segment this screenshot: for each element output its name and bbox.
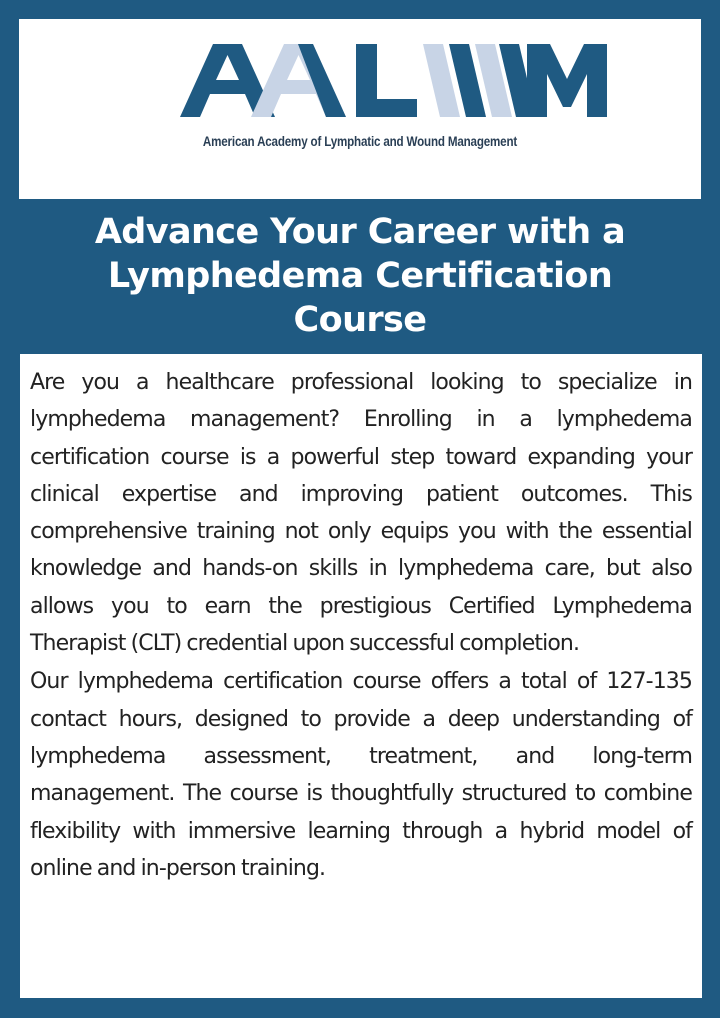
- page-title: Advance Your Career with a Lymphedema Certification Course: [94, 212, 626, 340]
- body-panel: [20, 354, 702, 998]
- body-paragraph-1: Are you a healthcare professional looking to specialize in lymphedema management? Enrolling in a lymphedema certification course is a powerful step toward expanding your clinical expertise and improving patient outcomes. This comprehensive training not only equips you with the essential knowledge and hands-on skills in lymphedema care, but also allows you to earn the prestigious Certified Lymphedema Therapist (CLT) credential upon successful completion.: [30, 370, 692, 657]
- logo-panel: [19, 19, 701, 199]
- aalwm-logo: [19, 19, 701, 129]
- logo-letter-m: [527, 44, 607, 117]
- logo-letter-l: [356, 44, 417, 117]
- body-paragraph-2: Our lymphedema certification course offers a total of 127-135 contact hours, designed to provide a deep understanding of lymphedema assessment, treatment, and long-term management. The course is thoughtfully structured to combine flexibility with immersive learning through a hybrid model of online and in-person training.: [30, 669, 692, 881]
- logo-tagline: American Academy of Lymphatic and Wound Management: [202, 134, 518, 149]
